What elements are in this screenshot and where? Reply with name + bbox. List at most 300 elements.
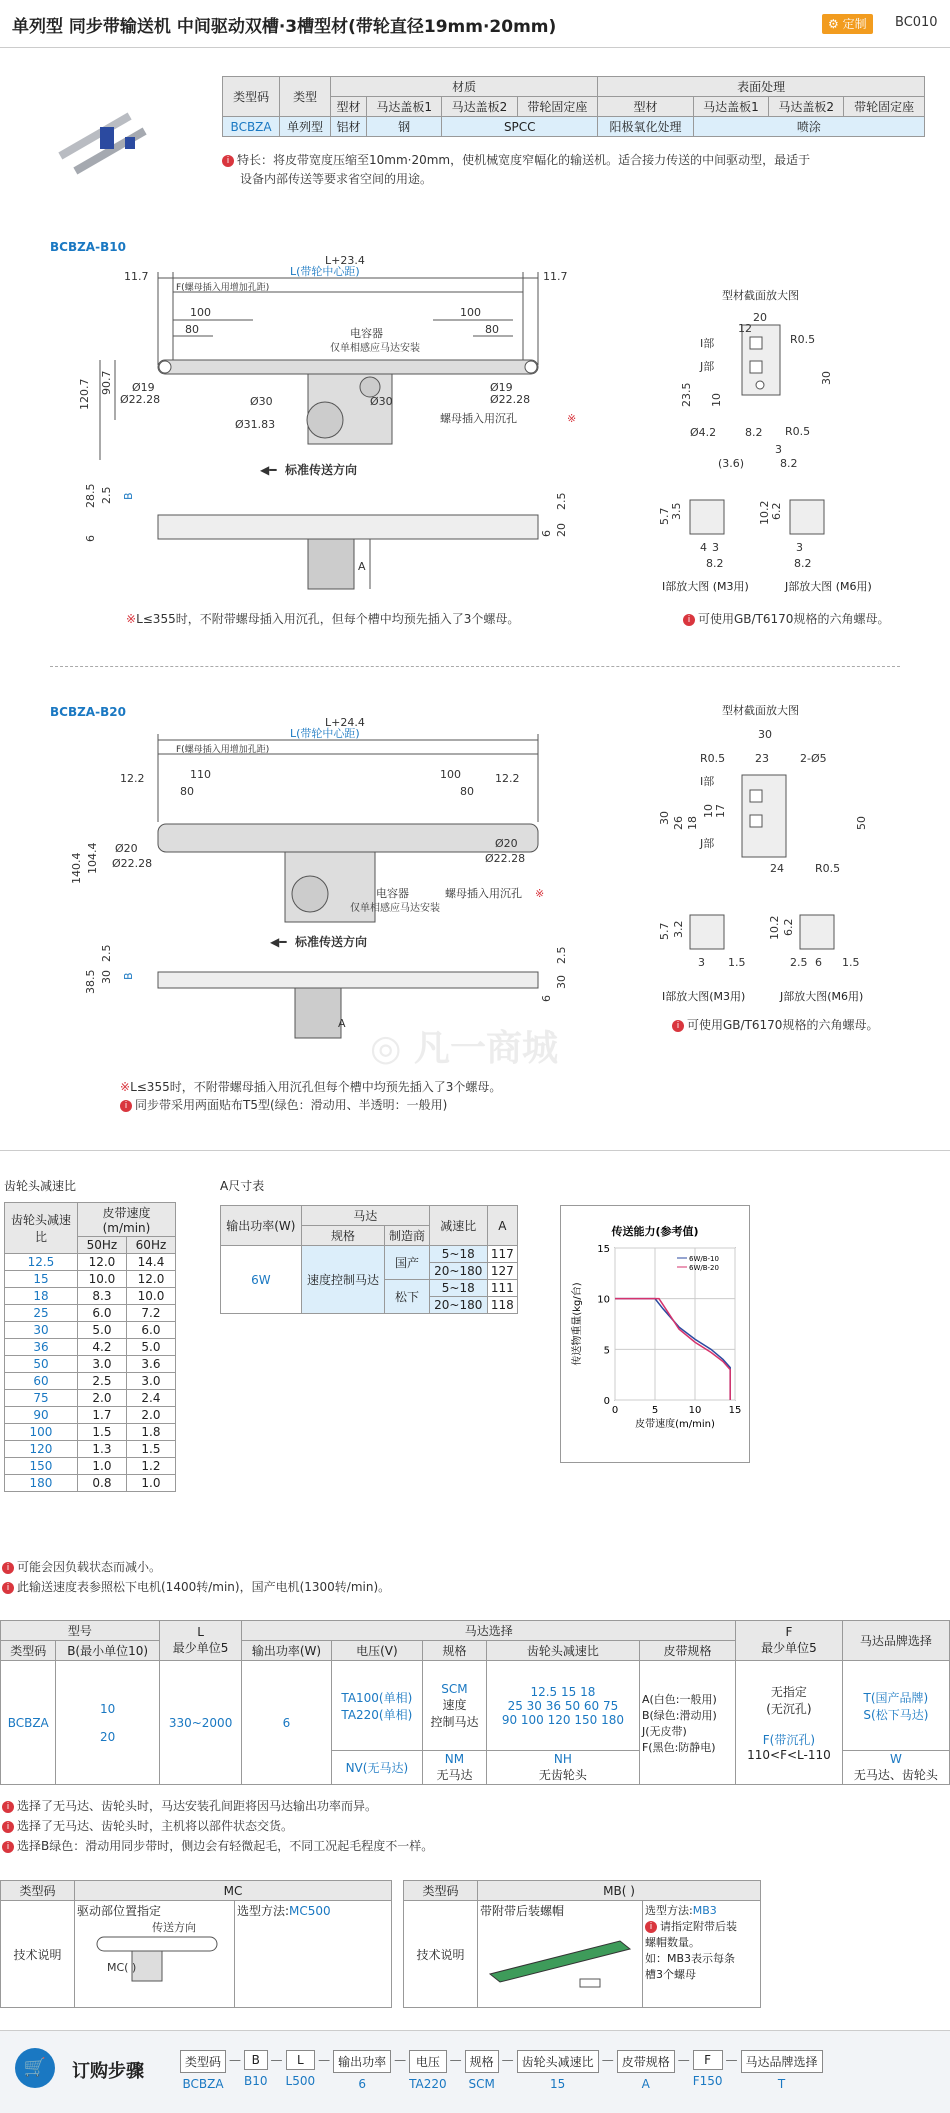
dim-2.5: 2.5 xyxy=(555,946,568,964)
table-cell: 30 xyxy=(5,1322,78,1339)
table-row xyxy=(5,1390,176,1407)
y-tick-label: 0 xyxy=(603,1396,610,1407)
order-step xyxy=(741,2050,823,2091)
dim-capacitor: 电容器 xyxy=(376,887,409,900)
cell-f2: (无沉孔) xyxy=(766,1702,812,1716)
dim-6: 6 xyxy=(540,995,553,1002)
dim-30: 30 xyxy=(555,975,568,989)
cell-s1: SCM xyxy=(441,1681,468,1696)
order-step xyxy=(409,2050,447,2091)
divider xyxy=(50,666,900,667)
dim-12.2: 12.2 xyxy=(120,772,145,785)
th-60hz: 60Hz xyxy=(126,1237,175,1254)
custom-icon: ⚙ xyxy=(828,17,843,31)
cell-belt2: B(绿色:滑动用) xyxy=(641,1708,717,1722)
mb-illustration xyxy=(480,1919,640,1995)
th-motor: 马达选择 xyxy=(242,1621,736,1641)
cell-ratio xyxy=(486,1661,639,1751)
step-label: B xyxy=(244,2050,268,2070)
option-mc xyxy=(0,1880,392,2008)
table-cell: 12.5 xyxy=(5,1254,78,1271)
step-label: F xyxy=(693,2050,723,2070)
order-step xyxy=(465,2050,499,2091)
step-label: 类型码 xyxy=(180,2050,226,2073)
cell-cn: 国产 xyxy=(385,1246,430,1280)
table-cell: 120 xyxy=(5,1441,78,1458)
dim-6: 6 xyxy=(540,530,553,537)
dim-d20: Ø20 xyxy=(115,842,138,855)
table-cell: 6.0 xyxy=(77,1305,126,1322)
th-F-text: F xyxy=(785,1625,793,1639)
cell-belt4: F(黑色:防静电) xyxy=(641,1740,716,1754)
cell-wv xyxy=(842,1751,949,1785)
table-row xyxy=(5,1475,176,1492)
cell-a: 117 xyxy=(487,1246,517,1263)
dim-r05: R0.5 xyxy=(700,752,726,765)
order-step xyxy=(617,2050,675,2091)
dim-30: 30 xyxy=(658,811,671,825)
dim-12: 12 xyxy=(738,322,752,335)
dim-6: 6 xyxy=(815,956,822,969)
th-spec: 规格 xyxy=(423,1641,487,1661)
dim-5.7: 5.7 xyxy=(658,922,671,940)
th-motor: 马达 xyxy=(301,1206,429,1226)
dim-80: 80 xyxy=(485,323,499,336)
table-cell: 25 xyxy=(5,1305,78,1322)
cell-wv-text: 无马达、齿轮头 xyxy=(853,1768,938,1782)
page-title: 单列型 同步带输送机 中间驱动双槽·3槽型材(带轮直径19mm·20mm) xyxy=(12,17,557,37)
dim-5.7: 5.7 xyxy=(658,507,671,525)
dim-r05: R0.5 xyxy=(790,333,816,346)
table-cell: 1.0 xyxy=(126,1475,175,1492)
dim-L: L+23.4 xyxy=(325,254,365,267)
cell-b10: 10 xyxy=(100,1701,116,1716)
dim-23.5: 23.5 xyxy=(680,382,693,407)
speed-note2-text: 此输送速度表参照松下电机(1400转/min)，国产电机(1300转/min)。 xyxy=(17,1580,391,1594)
th-out: 输出功率(W) xyxy=(242,1641,331,1661)
cell-B xyxy=(56,1661,159,1785)
table-cell: 12.0 xyxy=(77,1254,126,1271)
th-belt: 皮带规格 xyxy=(639,1641,735,1661)
dim-8.2: 8.2 xyxy=(745,426,763,439)
dim-30: 30 xyxy=(758,728,772,741)
order-note3 xyxy=(2,1837,433,1854)
cell-F xyxy=(736,1661,843,1785)
dim-4: 4 xyxy=(700,541,707,554)
dim-d19: Ø19 xyxy=(490,381,513,394)
dim-d3183: Ø31.83 xyxy=(235,418,276,431)
th-material: 材质 xyxy=(331,77,598,97)
cell-spec: 速度控制马达 xyxy=(301,1246,385,1314)
option-mb xyxy=(403,1880,761,2008)
table-cell: 3.6 xyxy=(126,1356,175,1373)
cell-pn: 松下 xyxy=(385,1280,430,1314)
th-out: 输出功率(W) xyxy=(221,1206,302,1246)
dim-A: A xyxy=(338,1017,346,1030)
cell-mb-desc xyxy=(478,1901,643,2008)
step-value: SCM xyxy=(468,2077,495,2091)
section-title: 型材截面放大图 xyxy=(722,289,799,302)
direction-arrow: ◀━ xyxy=(270,935,287,949)
table-cell: 15 xyxy=(5,1271,78,1288)
mc-sel: 选型方法: xyxy=(237,1904,290,1918)
cell-belt1: A(白色:一般用) xyxy=(641,1692,717,1706)
x-tick-label: 15 xyxy=(728,1405,742,1416)
table-cell: 50 xyxy=(5,1356,78,1373)
cell-a: 111 xyxy=(487,1280,517,1297)
dim-F: F(螺母插入用增加孔距) xyxy=(176,745,270,755)
th-sub: 马达盖板2 xyxy=(769,97,844,117)
b10-note xyxy=(126,610,519,627)
th-sub: 型材 xyxy=(598,97,694,117)
cell-a: 127 xyxy=(487,1263,517,1280)
dim-38.5: 38.5 xyxy=(84,969,97,994)
order-table xyxy=(0,1620,950,1785)
table-cell: 2.0 xyxy=(126,1407,175,1424)
speed-title: 齿轮头减速比 xyxy=(4,1179,77,1193)
th-code: 类型码 xyxy=(1,1641,56,1661)
cell-code: BCBZA xyxy=(223,117,280,137)
y-tick-label: 10 xyxy=(597,1294,610,1306)
dim-11.7: 11.7 xyxy=(124,270,149,283)
cell-w: 6W xyxy=(221,1246,302,1314)
table-row xyxy=(5,1305,176,1322)
step-separator: — xyxy=(270,2053,283,2067)
step-separator: — xyxy=(449,2053,462,2067)
cell-L: 330~2000 xyxy=(159,1661,241,1785)
step-label: 齿轮头减速比 xyxy=(517,2050,599,2073)
b10-drawing xyxy=(40,250,680,630)
spec-table xyxy=(222,76,925,137)
section-title: 型材截面放大图 xyxy=(722,704,799,717)
dim-11.7: 11.7 xyxy=(543,270,568,283)
step-value: A xyxy=(641,2077,650,2091)
table-row xyxy=(5,1288,176,1305)
th-sub: 马达盖板1 xyxy=(693,97,768,117)
dim-3: 3 xyxy=(712,541,719,554)
dim-d2228: Ø22.28 xyxy=(112,857,153,870)
dim-100: 100 xyxy=(460,306,481,319)
dim-r05: R0.5 xyxy=(815,862,841,875)
th-code: 类型码 xyxy=(404,1881,478,1901)
th-L xyxy=(159,1621,241,1661)
b20-note1 xyxy=(120,1078,501,1095)
dim-3: 3 xyxy=(775,443,782,456)
dim-18: 18 xyxy=(686,816,699,830)
th-sub: 马达盖板2 xyxy=(442,97,517,117)
info-icon: i xyxy=(2,1801,14,1813)
table-cell: 5.0 xyxy=(126,1339,175,1356)
th-sub: 型材 xyxy=(331,97,367,117)
cell-s2: 速度 xyxy=(442,1697,467,1712)
x-tick-label: 5 xyxy=(651,1405,659,1416)
dim-nut: 螺母插入用沉孔 xyxy=(445,887,522,900)
table-cell: 36 xyxy=(5,1339,78,1356)
cell-b20: 20 xyxy=(100,1729,116,1744)
cell-s3: 控制马达 xyxy=(430,1714,479,1729)
cell-type: 单列型 xyxy=(280,117,331,137)
dim-28.5: 28.5 xyxy=(84,483,97,508)
b10-label: BCBZA-B10 xyxy=(50,240,126,254)
dim-30: 30 xyxy=(100,970,113,984)
mb-sel: 选型方法: xyxy=(645,1904,693,1917)
cell-mc-sel xyxy=(235,1901,392,2008)
dim-2.5: 2.5 xyxy=(555,492,568,510)
order-note2-text: 选择了无马达、齿轮头时，主机将以部件状态交货。 xyxy=(17,1819,294,1833)
speed-table xyxy=(4,1202,176,1492)
dim-Lc: L(带轮中心距) xyxy=(290,265,360,278)
th-50hz: 50Hz xyxy=(77,1237,126,1254)
cell-r: 5~18 xyxy=(429,1246,487,1263)
info-icon: i xyxy=(683,614,695,626)
info-icon: i xyxy=(2,1582,14,1594)
dim-2.5: 2.5 xyxy=(100,486,113,504)
th-L-sub: 最少单位5 xyxy=(172,1641,229,1655)
cell-r1: 12.5 15 18 xyxy=(530,1684,596,1699)
dim-80: 80 xyxy=(460,785,474,798)
table-cell: 2.5 xyxy=(77,1373,126,1390)
dim-100: 100 xyxy=(190,306,211,319)
step-value: L500 xyxy=(285,2074,316,2088)
dim-d2228: Ø22.28 xyxy=(120,393,161,406)
dim-10: 10 xyxy=(710,393,723,407)
dim-direction: 标准传送方向 xyxy=(295,935,368,949)
table-cell: 2.0 xyxy=(77,1390,126,1407)
detail-I: I部放大图 (M3用) xyxy=(662,580,749,593)
table-cell: 150 xyxy=(5,1458,78,1475)
cell-nv: NV(无马达) xyxy=(331,1751,422,1785)
dim-12.2: 12.2 xyxy=(495,772,520,785)
cell-r3: 90 100 120 150 180 xyxy=(501,1712,624,1727)
cell-s2: 喷涂 xyxy=(693,117,924,137)
step-separator: — xyxy=(229,2053,242,2067)
table-cell: 7.2 xyxy=(126,1305,175,1322)
table-cell: 10.0 xyxy=(77,1271,126,1288)
dim-8.2: 8.2 xyxy=(780,457,798,470)
cell-f1: 无指定 xyxy=(770,1685,807,1699)
table-cell: 90 xyxy=(5,1407,78,1424)
b20-section xyxy=(650,700,940,1030)
table-row xyxy=(5,1373,176,1390)
table-cell: 18 xyxy=(5,1288,78,1305)
cell-wv-code: W xyxy=(889,1752,902,1766)
asterisk: ※ xyxy=(535,887,545,900)
dim-d2228: Ø22.28 xyxy=(490,393,531,406)
dim-h120: 120.7 xyxy=(78,378,91,410)
dim-direction: 标准传送方向 xyxy=(285,463,358,477)
y-axis-label: 传送物重量(kg/台) xyxy=(572,1282,583,1366)
b20-note2-text: 同步带采用两面贴布T5型(绿色：滑动用、半透明：一般用) xyxy=(135,1098,448,1112)
order-note3-text: 选择B绿色：滑动用同步带时，侧边会有轻微起毛，不同工况起毛程度不一样。 xyxy=(17,1839,434,1853)
table-cell: 12.0 xyxy=(126,1271,175,1288)
speed-note2 xyxy=(2,1578,390,1595)
cell-tech: 技术说明 xyxy=(404,1901,478,2008)
step-label: 规格 xyxy=(465,2050,499,2073)
table-cell: 1.3 xyxy=(77,1441,126,1458)
dim-A: A xyxy=(358,560,366,573)
dim-3: 3 xyxy=(698,956,705,969)
cell-r: 20~180 xyxy=(429,1297,487,1314)
dim-6: 6 xyxy=(84,535,97,542)
cell-r: 20~180 xyxy=(429,1263,487,1280)
table-row xyxy=(5,1424,176,1441)
dim-23: 23 xyxy=(755,752,769,765)
adim-title: A尺寸表 xyxy=(220,1179,265,1193)
step-label: 马达品牌选择 xyxy=(741,2050,823,2073)
table-cell: 4.2 xyxy=(77,1339,126,1356)
step-value: BCBZA xyxy=(182,2077,224,2091)
table-cell: 14.4 xyxy=(126,1254,175,1271)
step-label: 电压 xyxy=(409,2050,447,2073)
chart-title: 传送能力(参考值) xyxy=(611,1225,699,1238)
th-mb: MB( ) xyxy=(478,1881,761,1901)
dim-d19: Ø19 xyxy=(132,381,155,394)
dim-24: 24 xyxy=(770,862,784,875)
table-cell: 2.4 xyxy=(126,1390,175,1407)
mb-note2: 螺帽数量。 xyxy=(645,1936,700,1949)
divider xyxy=(0,1150,950,1151)
b10-section xyxy=(650,285,940,625)
table-cell: 3.0 xyxy=(126,1373,175,1390)
dim-d30: Ø30 xyxy=(370,395,393,408)
step-separator: — xyxy=(601,2053,614,2067)
x-tick-label: 10 xyxy=(688,1405,702,1416)
dim-sensor: 仅单相感应马达安装 xyxy=(350,903,440,914)
table-row xyxy=(5,1356,176,1373)
th-A: A xyxy=(487,1206,517,1246)
mb-note4: 槽3个螺母 xyxy=(645,1968,696,1981)
step-label: L xyxy=(286,2050,316,2070)
dim-nut: 螺母插入用沉孔 xyxy=(440,412,517,425)
b20-drawing xyxy=(40,712,680,1072)
th-surface: 表面处理 xyxy=(598,77,925,97)
table-row xyxy=(5,1407,176,1424)
steps-title: 订购步骤 xyxy=(72,2061,144,2082)
table-cell: 8.3 xyxy=(77,1288,126,1305)
mb-note1: 请指定附带后装 xyxy=(660,1920,737,1933)
dim-50: 50 xyxy=(855,816,868,830)
cell-v2: TA220(单相) xyxy=(341,1707,413,1722)
table-cell: 1.0 xyxy=(77,1458,126,1475)
custom-badge[interactable] xyxy=(822,14,873,34)
cell-spec xyxy=(423,1661,487,1751)
dim-80: 80 xyxy=(180,785,194,798)
th-volt: 电压(V) xyxy=(331,1641,422,1661)
cell-a: 118 xyxy=(487,1297,517,1314)
info-icon: i xyxy=(120,1100,132,1112)
cell-r: 5~18 xyxy=(429,1280,487,1297)
table-cell: 3.0 xyxy=(77,1356,126,1373)
cell-mb-sel xyxy=(643,1901,761,2008)
cell-v1: TA100(单相) xyxy=(341,1690,413,1705)
dim-2-d5: 2-Ø5 xyxy=(800,752,827,765)
steps-list xyxy=(180,2050,945,2100)
dim-8.2: 8.2 xyxy=(706,557,724,570)
info-icon: i xyxy=(2,1562,14,1574)
cell-mc-desc xyxy=(75,1901,235,2008)
dim-h140: 140.4 xyxy=(70,852,83,884)
th-L-text: L xyxy=(197,1625,204,1639)
b20-label: BCBZA-B20 xyxy=(50,705,126,719)
table-row xyxy=(5,1339,176,1356)
dim-h104: 104.4 xyxy=(86,842,99,874)
b20-gb-text: 可使用GB/T6170规格的六角螺母。 xyxy=(687,1018,879,1032)
label-I: I部 xyxy=(700,775,715,788)
table-cell: 1.2 xyxy=(126,1458,175,1475)
order-step xyxy=(180,2050,226,2091)
cell-w: 6 xyxy=(242,1661,331,1785)
table-cell: 100 xyxy=(5,1424,78,1441)
order-note1 xyxy=(2,1797,377,1814)
dim-capacitor: 电容器 xyxy=(350,327,383,340)
table-cell: 6.0 xyxy=(126,1322,175,1339)
step-separator: — xyxy=(318,2053,331,2067)
mb-title: 带附带后装螺帽 xyxy=(480,1904,565,1918)
y-tick-label: 15 xyxy=(597,1244,610,1255)
speed-note1-text: 可能会因负载状态而减小。 xyxy=(17,1560,162,1574)
info-icon: i xyxy=(222,155,234,167)
cell-m3: SPCC xyxy=(442,117,598,137)
table-row xyxy=(5,1458,176,1475)
cell-belt3: J(无皮带) xyxy=(641,1724,687,1738)
th-code: 类型码 xyxy=(1,1881,75,1901)
order-note2 xyxy=(2,1817,293,1834)
th-maker: 制造商 xyxy=(385,1226,430,1246)
cell-r2: 25 30 36 50 60 75 xyxy=(507,1698,619,1713)
b20-note1-text: L≤355时，不附带螺母插入用沉孔但每个槽中均预先插入了3个螺母。 xyxy=(130,1080,502,1094)
asterisk: ※ xyxy=(567,412,577,425)
table-cell: 1.7 xyxy=(77,1407,126,1424)
cell-m1: 铝材 xyxy=(331,117,367,137)
b20-note2 xyxy=(120,1096,447,1113)
info-icon: i xyxy=(645,1921,657,1933)
direction-arrow: ◀━ xyxy=(260,463,277,477)
dim-3: 3 xyxy=(796,541,803,554)
step-value: 15 xyxy=(550,2077,566,2091)
order-step xyxy=(693,2050,723,2088)
feature-line2: 设备内部传送等要求省空间的用途。 xyxy=(240,172,433,186)
x-axis-label: 皮带速度(m/min) xyxy=(635,1419,715,1430)
dim-Lc: L(带轮中心距) xyxy=(290,727,360,740)
cell-s1: 阳极氧化处理 xyxy=(598,117,694,137)
table-cell: 60 xyxy=(5,1373,78,1390)
dim-r05: R0.5 xyxy=(785,425,811,438)
th-sub: 马达盖板1 xyxy=(367,97,442,117)
mc-illustration xyxy=(77,1919,227,1995)
dim-80: 80 xyxy=(185,323,199,336)
table-row xyxy=(5,1254,176,1271)
b10-gb-note xyxy=(683,610,889,627)
th-F xyxy=(736,1621,843,1661)
dim-2.5: 2.5 xyxy=(100,944,113,962)
dim-1.5: 1.5 xyxy=(842,956,860,969)
dim-26: 26 xyxy=(672,816,685,830)
dim-d20: Ø20 xyxy=(495,837,518,850)
th-sub: 带轮固定座 xyxy=(517,97,598,117)
cell-nh xyxy=(486,1751,639,1785)
detail-J: J部放大图(M6用) xyxy=(780,990,864,1003)
th-type: 类型 xyxy=(280,77,331,117)
cell-m2: 钢 xyxy=(367,117,442,137)
b20-gb-note xyxy=(672,1016,878,1033)
dim-8.2: 8.2 xyxy=(794,557,812,570)
th-mc: MC xyxy=(75,1881,392,1901)
dim-L: L+24.4 xyxy=(325,716,365,729)
adim-table xyxy=(220,1205,518,1314)
step-value: B10 xyxy=(244,2074,268,2088)
table-cell: 5.0 xyxy=(77,1322,126,1339)
cell-brand xyxy=(842,1661,949,1751)
